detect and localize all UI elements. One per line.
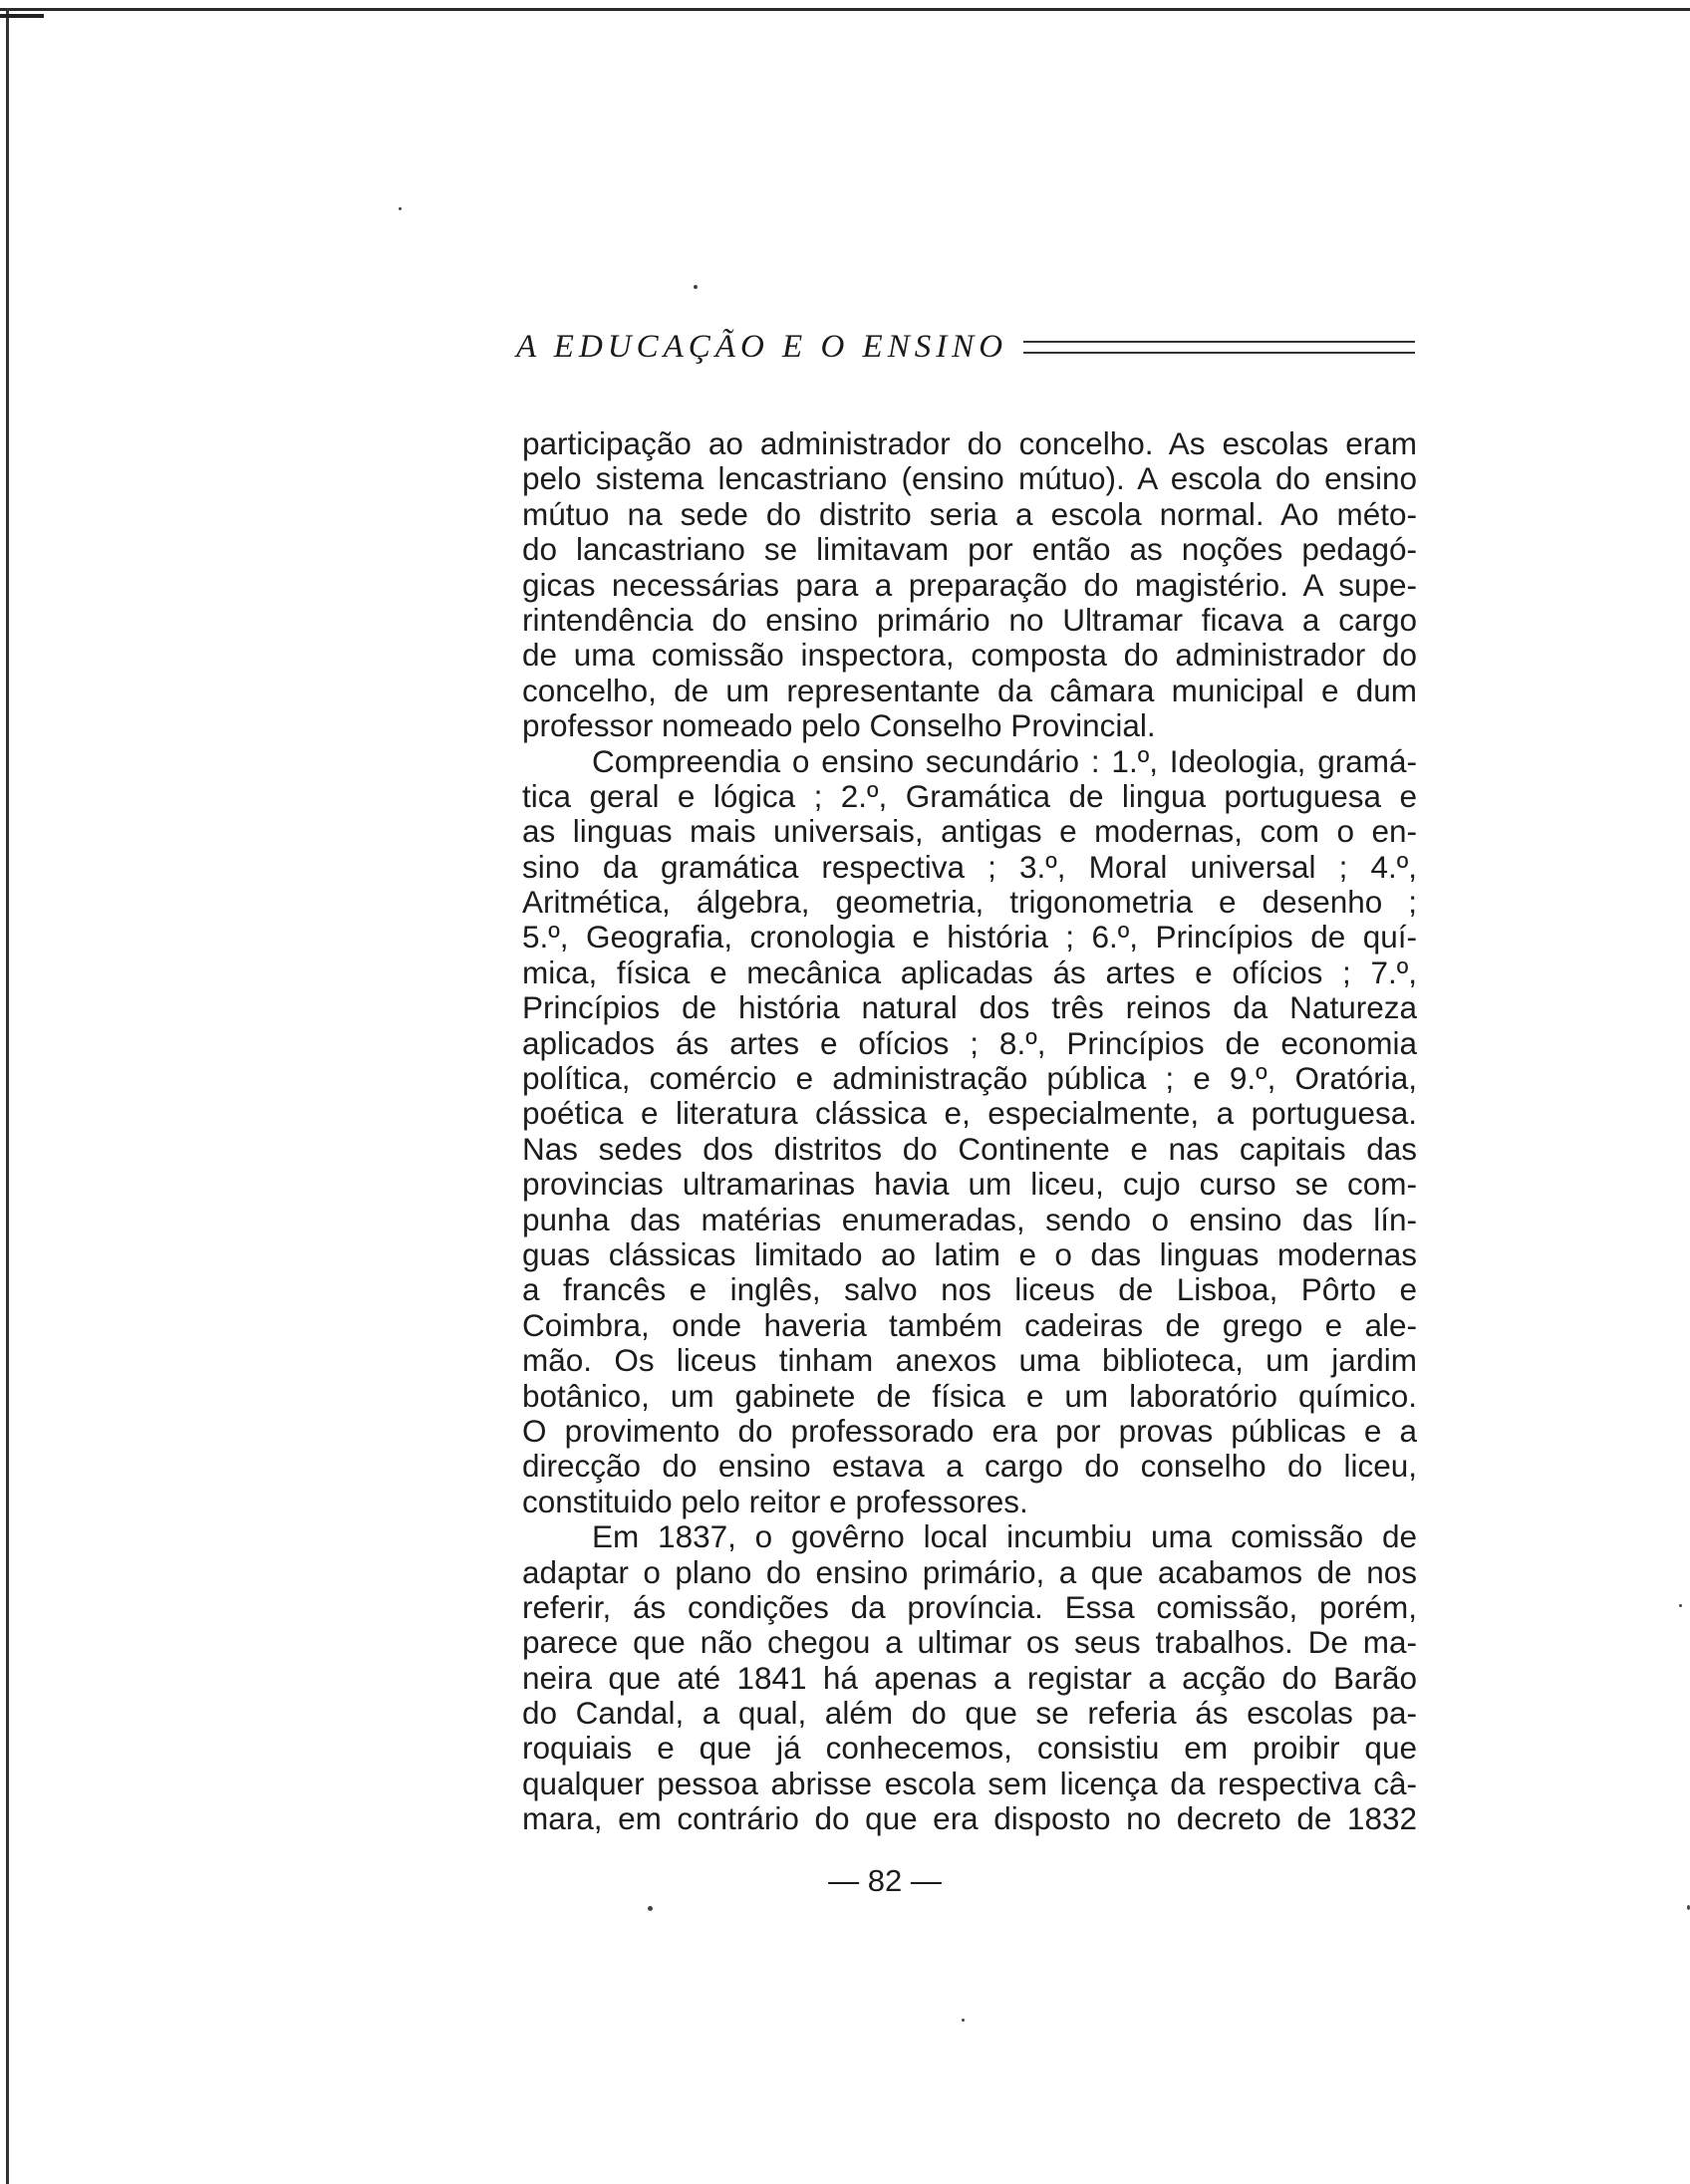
text-line: adaptar o plano do ensino primário, a que acabamos de nos [522,1553,1417,1590]
page-frame-corner-mark [0,14,44,18]
text-line: política, comércio e administração pública ; e 9.º, Oratória, [522,1060,1417,1097]
text-line: 5.º, Geografia, cronologia e história ; 6.º, Princípios de quí- [522,919,1417,956]
text-line: mútuo na sede do distrito seria a escola normal. Ao méto- [522,495,1417,532]
text-line: Em 1837, o govêrno local incumbiu uma comissão de [592,1518,1417,1555]
running-title: A EDUCAÇÃO E O ENSINO [516,328,1008,365]
text-line: constituido pelo reitor e professores. [522,1483,1028,1519]
text-line: do Candal, a qual, além do que se referia ás escolas pa- [522,1695,1417,1732]
text-line: botânico, um gabinete de física e um laboratório químico. [522,1377,1417,1414]
page-frame-left-edge [6,8,9,2184]
text-line: referir, ás condições da província. Essa comissão, porém, [522,1588,1417,1625]
print-speck [648,1906,653,1911]
text-line: roquiais e que já conhecemos, consistiu em proibir que [522,1730,1417,1767]
text-line: poética e literatura clássica e, especialmente, a portuguesa. [522,1095,1417,1132]
text-line: sino da gramática respectiva ; 3.º, Moral universal ; 4.º, [522,848,1417,885]
text-line: parece que não chegou a ultimar os seus trabalhos. De ma- [522,1624,1417,1661]
text-line: provincias ultramarinas havia um liceu, cujo curso se com- [522,1166,1417,1203]
text-line: gicas necessárias para a preparação do magistério. A supe- [522,566,1417,603]
text-line: Coimbra, onde haveria também cadeiras de grego e ale- [522,1306,1417,1343]
text-line: mara, em contrário do que era disposto no decreto de 1832 [522,1800,1417,1837]
text-line: concelho, de um representante da câmara municipal e dum [522,672,1417,708]
text-line: Compreendia o ensino secundário : 1.º, Ideologia, gramá- [592,742,1417,779]
running-header [516,327,1415,367]
page-number: — 82 — [828,1863,942,1898]
text-line: guas clássicas limitado ao latim e o das linguas modernas [522,1235,1417,1272]
text-line: professor nomeado pelo Conselho Provincial. [522,707,1156,744]
text-line: Princípios de história natural dos três reinos da Natureza [522,989,1417,1026]
text-line: Aritmética, álgebra, geometria, trigonometria e desenho ; [522,884,1417,921]
body-text [522,426,1417,1837]
page-frame-top-edge [0,8,1690,11]
text-line: mão. Os liceus tinham anexos uma biblioteca, um jardim [522,1342,1417,1379]
text-line: neira que até 1841 há apenas a registar a acção do Barão [522,1659,1417,1696]
print-speck [399,207,402,210]
print-speck [1679,1604,1682,1607]
text-line: direcção do ensino estava a cargo do conselho do liceu, [522,1448,1417,1485]
text-line: do lancastriano se limitavam por então as noções pedagó- [522,531,1417,568]
text-line: qualquer pessoa abrisse escola sem licença da respectiva câ- [522,1765,1417,1801]
text-line: Nas sedes dos distritos do Continente e nas capitais das [522,1130,1417,1167]
text-line: a francês e inglês, salvo nos liceus de Lisboa, Pôrto e [522,1271,1417,1308]
text-line: punha das matérias enumeradas, sendo o ensino das lín- [522,1201,1417,1237]
text-line: mica, física e mecânica aplicadas ás artes e ofícios ; 7.º, [522,954,1417,990]
text-line: de uma comissão inspectora, composta do administrador do [522,637,1417,674]
print-speck [694,285,698,289]
text-line: rintendência do ensino primário no Ultramar ficava a cargo [522,601,1417,638]
text-line: as linguas mais universais, antigas e modernas, com o en- [522,813,1417,850]
text-line: pelo sistema lencastriano (ensino mútuo). A escola do ensino [522,460,1417,497]
header-double-rule [1023,341,1415,354]
text-line: participação ao administrador do concelho. As escolas eram [522,425,1417,461]
text-line: tica geral e lógica ; 2.º, Gramática de lingua portuguesa e [522,777,1417,814]
text-line: O provimento do professorado era por provas públicas e a [522,1412,1417,1449]
print-speck [962,2019,965,2022]
text-line: aplicados ás artes e ofícios ; 8.º, Princípios de economia [522,1024,1417,1061]
